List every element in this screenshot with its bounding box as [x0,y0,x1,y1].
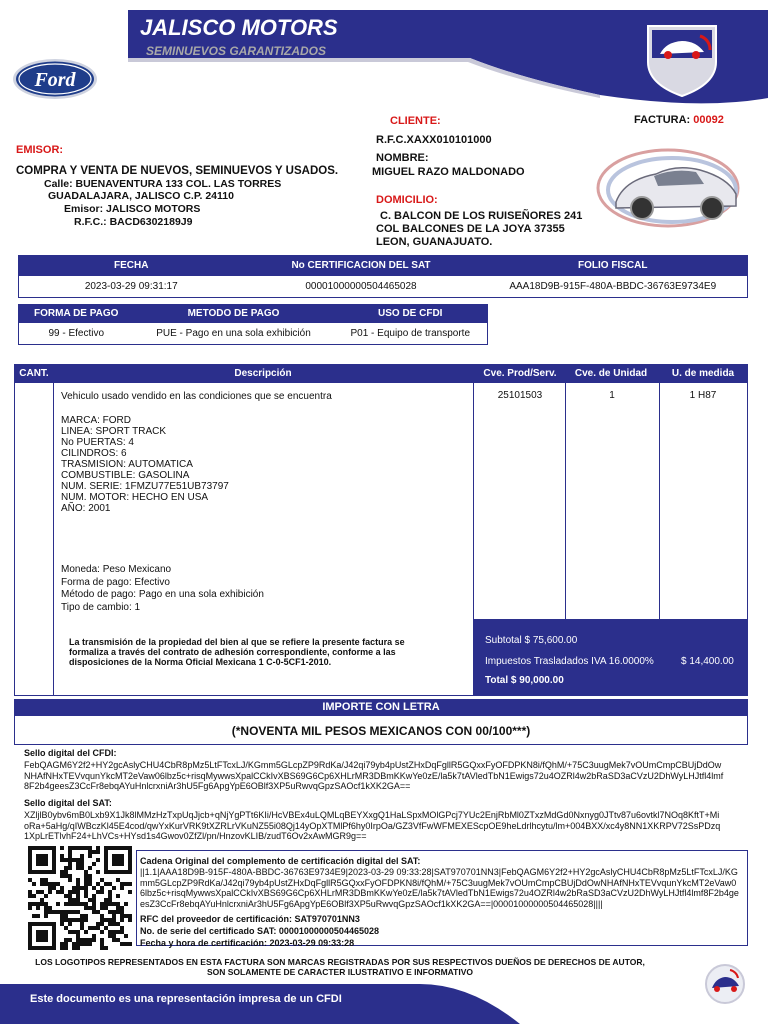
domicilio-line3: LEON, GUANAJUATO. [376,236,493,248]
cve-prod-value: 25101503 [497,390,543,401]
cve-unidad-value: 1 [609,390,615,401]
subtotal: Subtotal $ 75,600.00 [485,635,578,646]
forma-pago-value: 99 - Efectivo [48,327,105,339]
disclaimer-line1: LOS LOGOTIPOS REPRESENTADOS EN ESTA FACTURA SON MARCAS REGISTRADAS POR SUS RESPECTIVOS DUEÑOS DE DERECHOS DE AUTOR, [35,957,645,967]
sello-sat-label: Sello digital del SAT: [24,798,112,808]
emisor-line4: Emisor: JALISCO MOTORS [64,203,201,215]
emisor-line1: COMPRA Y VENTA DE NUEVOS, SEMINUEVOS Y USADOS. [16,165,339,177]
description-intro: Vehiculo usado vendido en las condiciones que se encuentra [61,391,332,402]
cadena-label: Cadena Original del complemento de certificación digital del SAT: [140,856,421,866]
fiscal-info-table [18,255,748,298]
vehicle-details [61,415,229,514]
vehicle-detail-line: LINEA: SPORT TRACK [61,426,167,437]
emisor-rfc: R.F.C.: BACD6302189J9 [74,216,193,228]
fecha-value: 2023-03-29 09:31:17 [84,280,178,292]
header-descripcion: Descripción [234,368,292,379]
payment-info-table [18,304,488,345]
car-shield-badge [640,22,724,98]
domicilio-line1: C. BALCON DE LOS RUISEÑORES 241 [380,210,583,222]
ford-logo [12,58,98,100]
payment-details [61,564,264,614]
payment-detail-line: Forma de pago: Efectivo [61,576,170,588]
vehicle-detail-line: NUM. MOTOR: HECHO EN USA [61,492,209,503]
total: Total $ 90,000.00 [485,675,564,686]
fecha-certificacion: Fecha y hora de certificación: 2023-03-29 09:33:28 [140,938,355,948]
emisor-line3: GUADALAJARA, JALISCO C.P. 24110 [48,190,234,202]
iva-value: $ 14,400.00 [681,656,734,667]
header-folio: FOLIO FISCAL [479,256,748,276]
sports-car-image [596,140,748,236]
header-fecha: FECHA [19,256,244,276]
vehicle-detail-line: MARCA: FORD [61,415,131,426]
payment-detail-line: Moneda: Peso Mexicano [61,564,172,575]
cliente-name: MIGUEL RAZO MALDONADO [372,166,525,178]
col-divider [53,383,54,695]
col-divider [659,383,660,619]
legal-notice: La transmisión de la propiedad del bien al que se refiere la presente factura se formaliza a través del contrato de adhesión correspondiente, conforme a las disposiciones de la Norma Oficial Mexicana 1 C-0-5CF1-2010. [69,637,405,667]
iva-label: Impuestos Trasladados IVA 16.0000% [485,656,654,667]
domicilio-label: DOMICILIO: [376,194,438,206]
svg-text:Ford: Ford [34,69,76,91]
payment-detail-line: Método de pago: Pago en una sola exhibición [61,589,264,600]
cliente-name-label: NOMBRE: [376,152,429,164]
vehicle-detail-line: TRASMISION: AUTOMATICA [61,459,193,470]
vehicle-detail-line: CILINDROS: 6 [61,448,127,459]
cliente-label: CLIENTE: [390,115,441,127]
sello-sat: XZljlB0ybv6mB0Lxb9X1Jk8lMMzHzTxpUqJjcb+qNjYgPTt6KIi/HcVBEx4uLQMLqBEYXxgQ1HaLSpxMOlGPcj7YUc2EnjRbMl0ZTxzMdGd0Nxnyg0JTtv87u6ovtkl7NOq8KftT+MioRa+5aHg/qIWBczKl45E4cod/qwYxKurVRK9tXZRLrVKuNZ55i08Qj14yOpXTMlPf6hy0IrpOa/GZ3VfFwWFMEXEScpOE9heLdrlhcytu/lm+004BXX/xc4y8NN1XKRPV72SsPDzq1XpLrETlvhF24+LhVCs+HYsd1s4Gwov0ZfZl/pn/HnzovKLIB/zudT6Ov2xAwMGR9g== [24,810,721,841]
vehicle-detail-line: NUM. SERIE: 1FMZU77E51UB73797 [61,481,229,492]
qr-code [28,846,132,950]
sello-cfdi-label: Sello digital del CFDI: [24,748,117,758]
sello-cfdi: FebQAGM6Y2f2+HY2gcAslyCHU4CbR8pMz5LtFTcxLJ/KGmm5GLcpZP9RdKa/J42qi79yb4pUstZHxDqFgllR5GQxxFyOFDPKN8i/fQhM/+75C3uugMek7vOUmCmpCBUjDdOwNHAfNHxTEVvqunYkcMT2eVaw06lbz5c+risqMywwsXpalCCkIvXBS69G6Cp6XHLrMR3DBmKKwYe0zE/la5k7tAVledTbN1Ewigs72u4OZRl4w2bRaSD3aCVzU2DhWyLHJtfl4lmf8F2b4geesZ3CcFr8ebqAYuHnlcrxniAr3hU5Fg6ApgYpE6OBlf3XP5uRwvqGpzSAOcf1kXK2GA== [24,760,724,791]
vehicle-detail-line: AÑO: 2001 [61,503,111,514]
vehicle-detail-line: COMBUSTIBLE: GASOLINA [61,470,190,481]
cadena-original: ||1.1|AAA18D9B-915F-480A-BBDC-36763E9734E9|2023-03-29 09:33:28|SAT970701NN3|FebQAGM6Y2f2+HY2gcAslyCHU4CbR8pMz5LtFTcxLJ/KGmm5GLcpZP9RdKa/J42qi79yb4pUstZHxDqFgllR5GQxxFyOFDPKN8i/fQhM/+75C3uugMek7vOUmCmpCBUjDdOwNHAfNHxTEVvqunYkcMT2eVaw06lbz5c+risqMywwsXpalCCkIvXBS69G6Cp6XHLrMR3DBmKKwYe0zE/la5k7tAVledTbN1Ewigs72u4OZRl4w2bRaSD3aCVzU2DhWyLHJtfl4lmf8F2b4geesZ3CcFr8ebqAYuHnlcrxniAr3hU5Fg6ApgYpE6OBlf3XP5uRwvqGpzSAOcf1kXK2GA==|00001000000504465028|||| [140,867,739,909]
disclaimer-line2: SON SOLAMENTE DE CARACTER ILUSTRATIVO E INFORMATIVO [206,967,474,977]
payment-detail-line: Tipo de cambio: 1 [61,601,141,613]
header-certificacion: No CERTIFICACION DEL SAT [244,256,479,276]
rfc-proveedor: RFC del proveedor de certificación: SAT970701NN3 [140,914,360,924]
cliente-rfc: R.F.C.XAXX010101000 [376,134,492,146]
importe-value: (*NOVENTA MIL PESOS MEXICANOS CON 00/100***) [14,715,748,745]
importe-label: IMPORTE CON LETRA [14,699,748,715]
items-table [14,364,748,696]
header-cant: CANT. [19,368,49,379]
metodo-pago-value: PUE - Pago en una sola exhibición [156,327,311,339]
col-divider [473,383,474,619]
header-uso-cfdi: USO DE CFDI [334,305,488,323]
header-metodo-pago: METODO DE PAGO [134,305,334,323]
certificacion-value: 00001000000504465028 [305,280,417,292]
invoice-number: FACTURA: 00092 [634,114,724,126]
footer-text: Este documento es una representación impresa de un CFDI [30,993,342,1005]
header-forma-pago: FORMA DE PAGO [19,305,134,323]
emisor-label: EMISOR: [16,144,64,156]
header-u-medida: U. de medida [671,368,735,379]
header-cve-prod: Cve. Prod/Serv. [483,368,557,379]
header-cve-unidad: Cve. de Unidad [574,368,648,379]
u-medida-value: 1 H87 [689,390,717,401]
emisor-line2: Calle: BUENAVENTURA 133 COL. LAS TORRES [44,178,282,190]
vehicle-detail-line: No PUERTAS: 4 [61,437,134,448]
folio-value: AAA18D9B-915F-480A-BBDC-36763E9734E9 [509,280,717,292]
company-tagline: SEMINUEVOS GARANTIZADOS [146,44,327,58]
uso-cfdi-value: P01 - Equipo de transporte [350,327,471,339]
domicilio-line2: COL BALCONES DE LA JOYA 37355 [376,223,565,235]
company-name: JALISCO MOTORS [140,15,338,40]
col-divider [565,383,566,619]
serie-certificado: No. de serie del certificado SAT: 00001000000504465028 [140,926,379,936]
